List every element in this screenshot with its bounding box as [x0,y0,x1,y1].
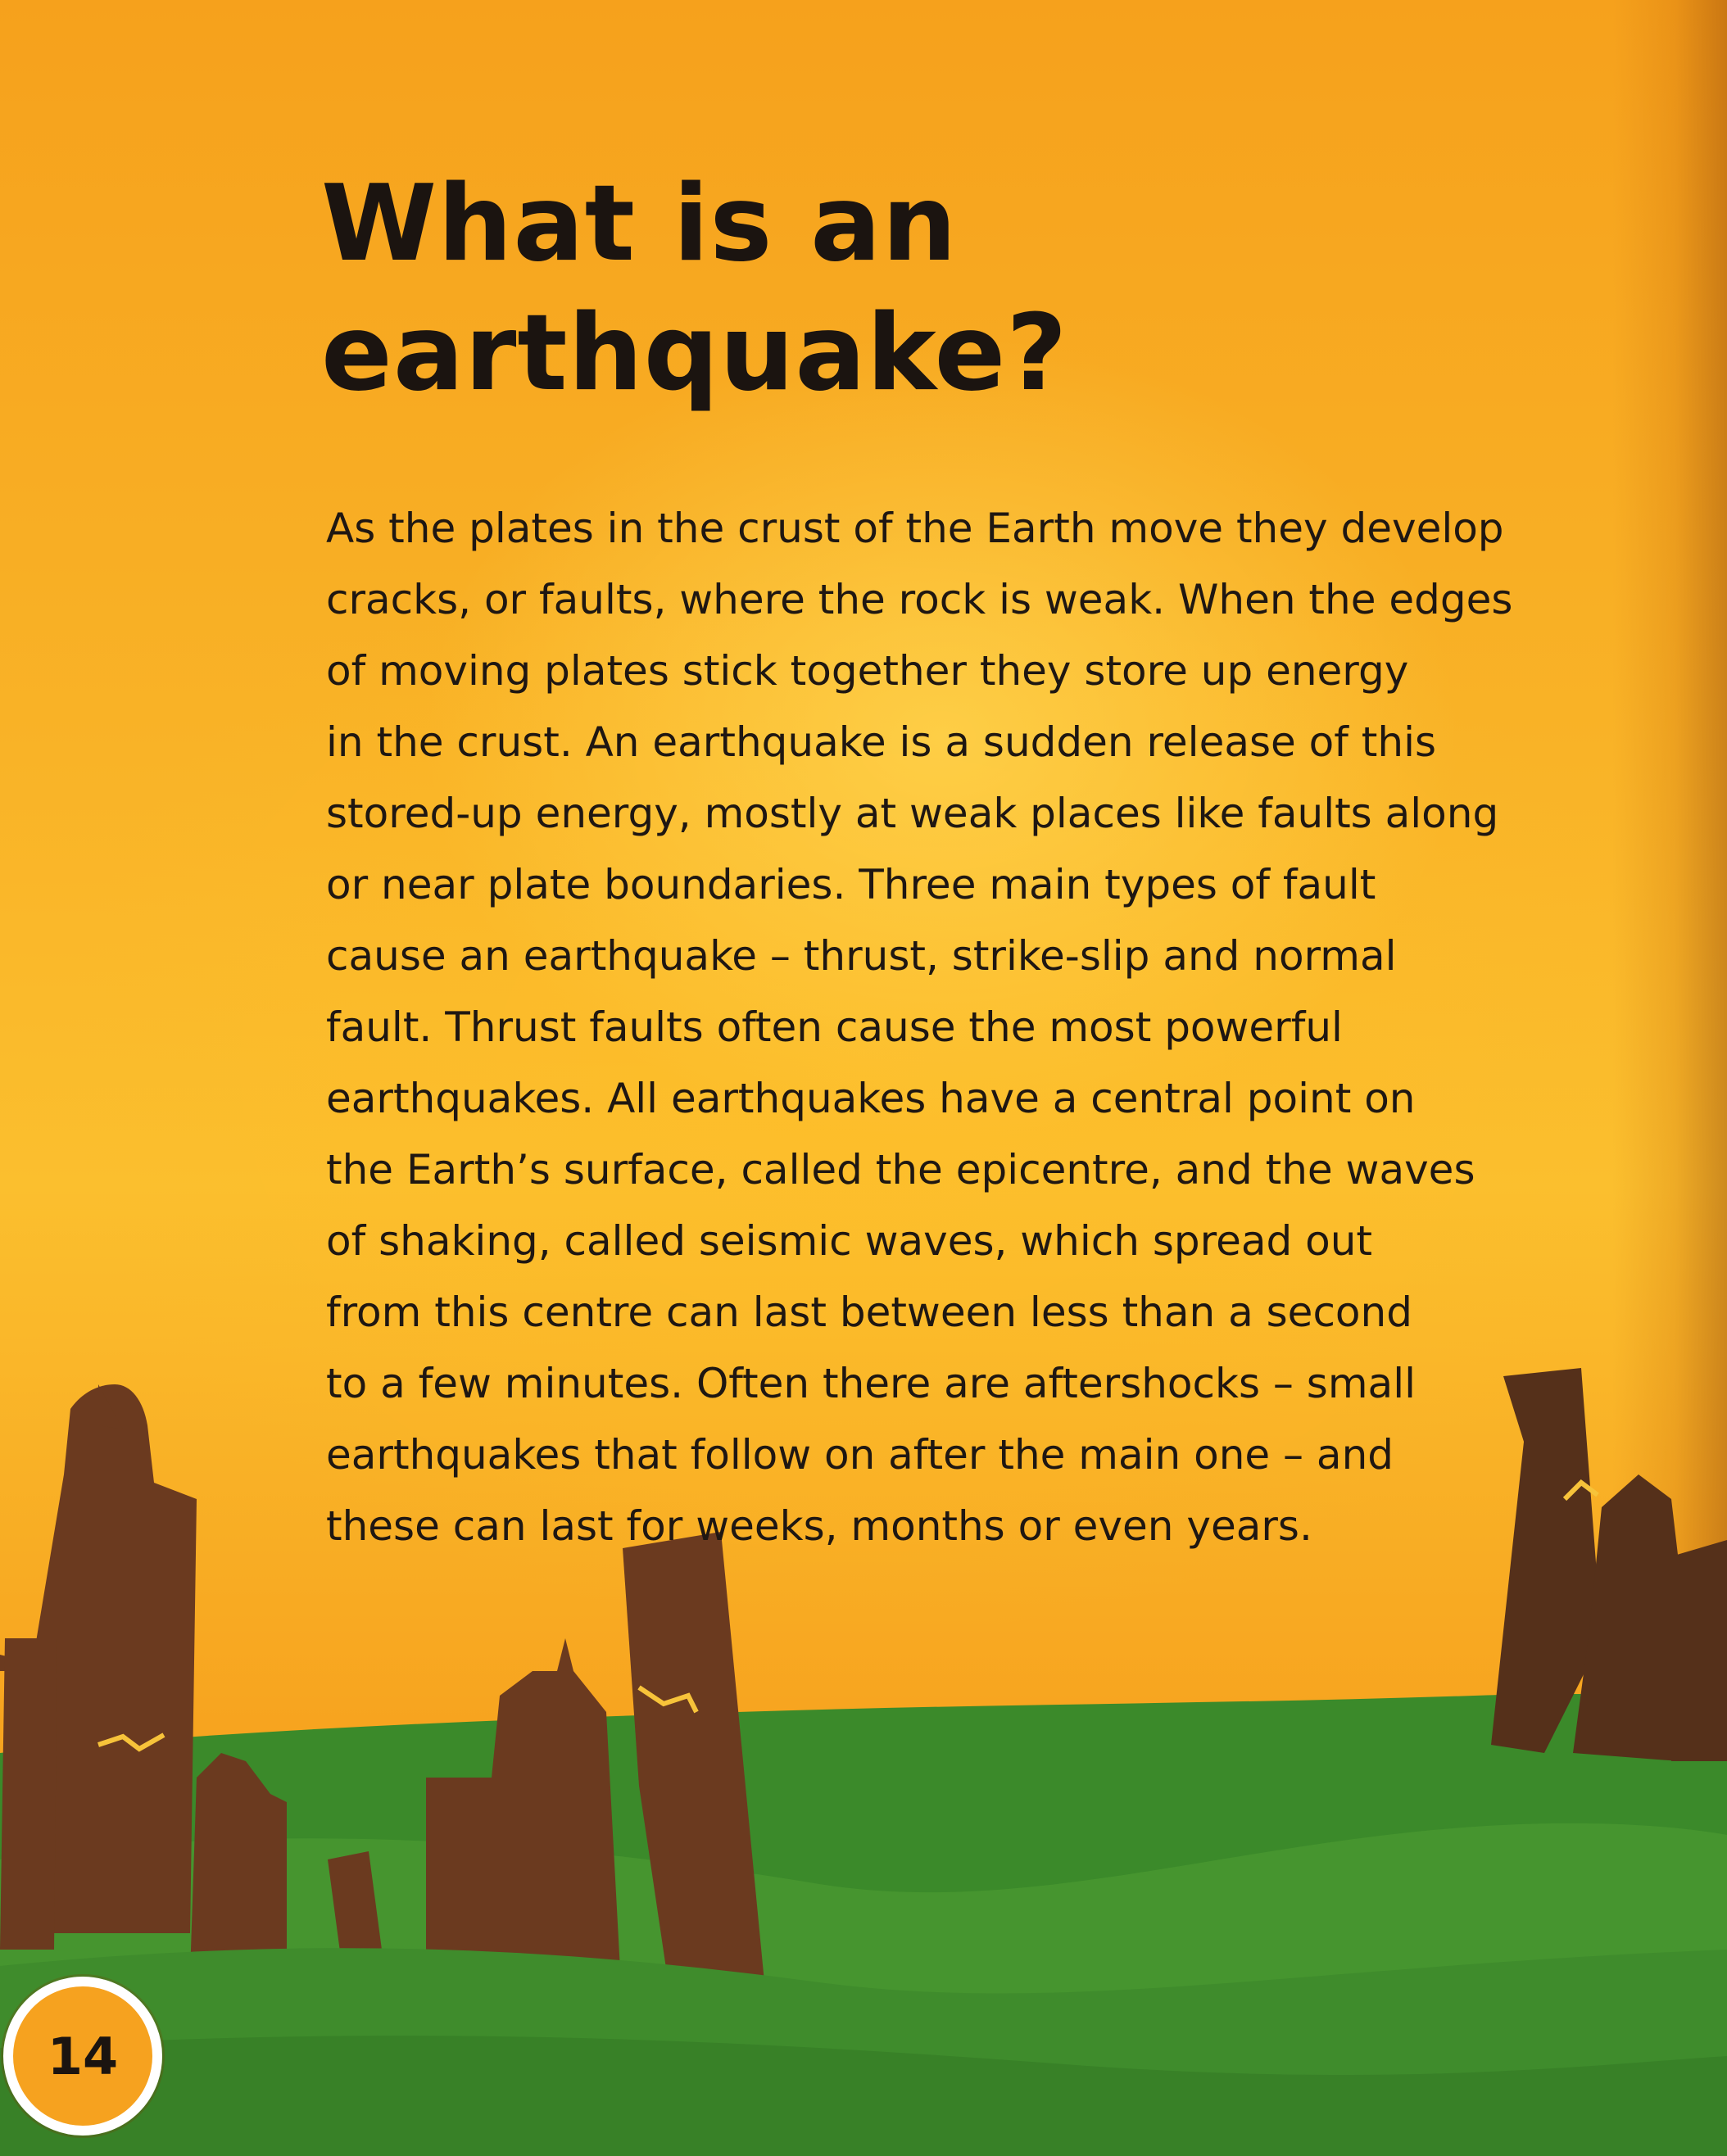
body-line: earthquakes. All earthquakes have a central point on [326,1075,1416,1122]
body-line: in the crust. An earthquake is a sudden release of this [326,718,1437,766]
body-line: or near plate boundaries. Three main types of fault [326,861,1376,908]
body-line: of moving plates stick together they store up energy [326,647,1409,695]
body-line: cracks, or faults, where the rock is weak. When the edges [326,576,1513,623]
page-number-badge [3,1977,162,2136]
page-number: 14 [47,2026,119,2086]
body-line: stored-up energy, mostly at weak places like faults along [326,790,1499,837]
body-line: of shaking, called seismic waves, which spread out [326,1217,1373,1265]
body-line: these can last for weeks, months or even years. [326,1502,1312,1550]
body-line: to a few minutes. Often there are aftershocks – small [326,1360,1416,1407]
body-line: fault. Thrust faults often cause the most powerful [326,1003,1343,1051]
body-paragraph [326,493,1539,1562]
body-line: from this centre can last between less than a second [326,1289,1412,1336]
body-line: cause an earthquake – thrust, strike-slip and normal [326,932,1397,980]
title-line: What is an [321,163,958,285]
body-line: As the plates in the crust of the Earth move they develop [326,505,1504,552]
body-line: earthquakes that follow on after the main one – and [326,1431,1394,1479]
page-title [321,160,1468,419]
title-line: earthquake? [321,292,1068,414]
body-line: the Earth’s surface, called the epicentre, and the waves [326,1146,1475,1194]
